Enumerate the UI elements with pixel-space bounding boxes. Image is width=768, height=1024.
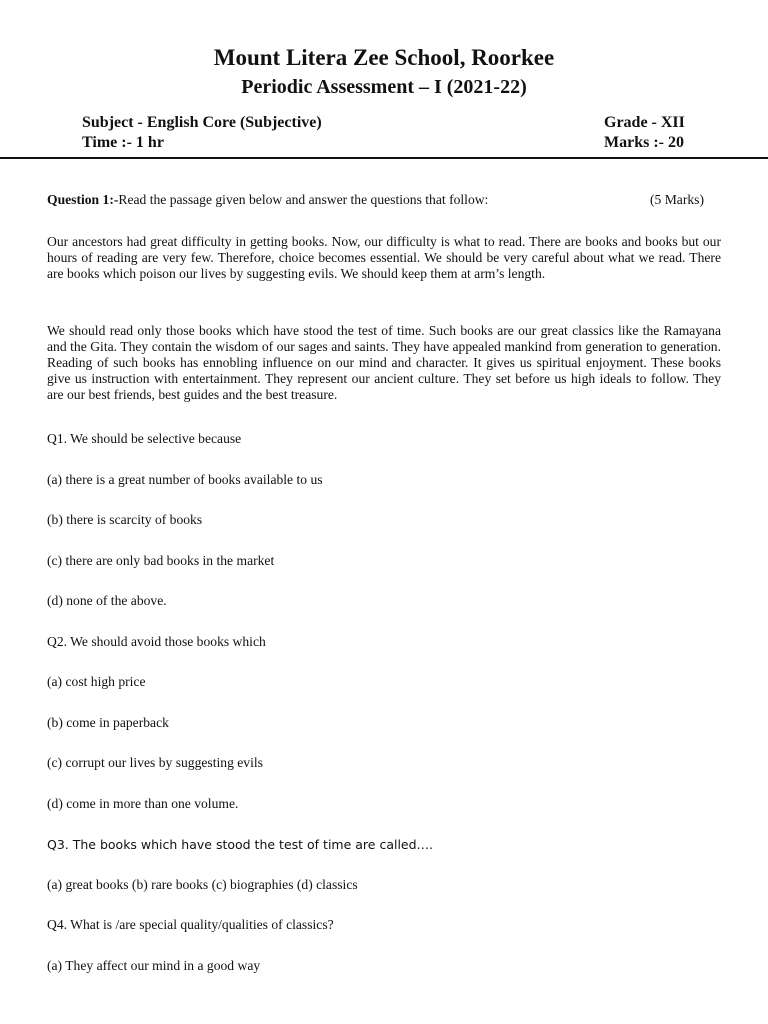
document-header xyxy=(0,44,768,100)
q1-option-b: (b) there is scarcity of books xyxy=(47,512,203,527)
question1-instruction xyxy=(47,192,721,208)
question1-marks: (5 Marks) xyxy=(650,192,704,207)
question1-text: Read the passage given below and answer the questions that follow: xyxy=(118,192,489,207)
question1-label: Question 1:- xyxy=(47,192,119,207)
assessment-title: Periodic Assessment – I (2021-22) xyxy=(241,76,527,98)
q1-option-d: (d) none of the above. xyxy=(47,593,167,608)
q1-option-c: (c) there are only bad books in the market xyxy=(47,553,275,568)
q4-question: Q4. What is /are special quality/qualities of classics? xyxy=(47,917,334,932)
q2-option-b: (b) come in paperback xyxy=(47,715,169,730)
q1-question: Q1. We should be selective because xyxy=(47,431,242,446)
q1-option-a: (a) there is a great number of books available to us xyxy=(47,472,323,487)
q2-option-a: (a) cost high price xyxy=(47,674,146,689)
q2-option-d: (d) come in more than one volume. xyxy=(47,796,239,811)
passage-paragraph-1: Our ancestors had great difficulty in getting books. Now, our difficulty is what to read. There are books and books but our hours of reading are very few. Therefore, choice becomes essential. We should be very careful about what we read. There are books which poison our lives by suggesting evils. We should keep them at arm’s length. xyxy=(47,234,721,281)
marks-label: Marks :- 20 xyxy=(604,134,684,151)
q3-question: Q3. The books which have stood the test of time are called…. xyxy=(47,837,434,852)
q2-question: Q2. We should avoid those books which xyxy=(47,634,266,649)
q3-options: (a) great books (b) rare books (c) biographies (d) classics xyxy=(47,877,358,892)
subject-label: Subject - English Core (Subjective) xyxy=(82,114,322,131)
school-name: Mount Litera Zee School, Roorkee xyxy=(213,45,555,70)
header-divider xyxy=(0,157,768,159)
q4-option-a: (a) They affect our mind in a good way xyxy=(47,958,261,973)
passage-paragraph-2: We should read only those books which have stood the test of time. Such books are our great classics like the Ramayana and the Gita. They contain the wisdom of our sages and saints. They have appealed mankind from generation to generation. Reading of such books has ennobling influence on our mind and character. It gives us spiritual enjoyment. These books give us instruction with entertainment. They represent our ancient culture. They set before us high ideals to follow. They are our best friends, best guides and the best treasure. xyxy=(47,323,721,402)
q2-option-c: (c) corrupt our lives by suggesting evils xyxy=(47,755,263,770)
time-label: Time :- 1 hr xyxy=(82,134,164,151)
grade-label: Grade - XII xyxy=(604,114,685,131)
